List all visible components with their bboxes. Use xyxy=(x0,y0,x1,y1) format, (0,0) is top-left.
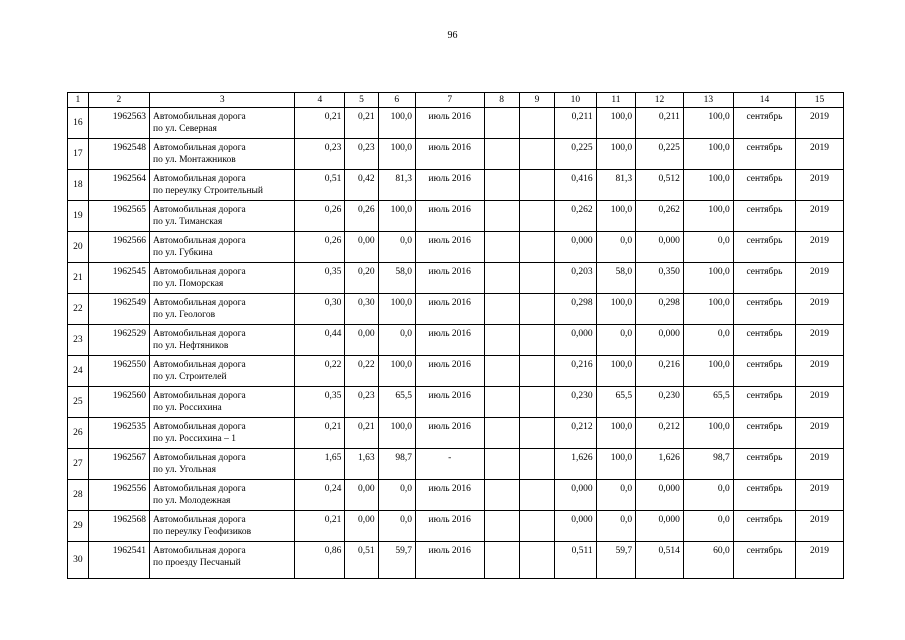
col-9-value xyxy=(519,108,554,139)
col-6-value: 98,7 xyxy=(378,449,415,480)
road-code: 1962565 xyxy=(88,201,149,232)
road-name-line-1: Автомобильная дорога xyxy=(153,174,246,184)
col-5-value: 0,23 xyxy=(345,139,378,170)
col-10-value: 0,230 xyxy=(555,387,597,418)
col-14-month: сентябрь xyxy=(733,387,795,418)
col-6-value: 100,0 xyxy=(378,201,415,232)
road-name-line-2: по ул. Губкина xyxy=(153,248,213,258)
col-13-value: 100,0 xyxy=(683,294,733,325)
col-8-value xyxy=(484,263,519,294)
col-15-year: 2019 xyxy=(796,480,844,511)
col-12-value: 0,230 xyxy=(636,387,684,418)
col-8-value xyxy=(484,108,519,139)
col-13-value: 100,0 xyxy=(683,170,733,201)
col-8-value xyxy=(484,387,519,418)
road-name xyxy=(150,325,295,356)
col-10-value: 0,416 xyxy=(555,170,597,201)
road-name-line-1: Автомобильная дорога xyxy=(153,298,246,308)
road-name-line-2: по ул. Угольная xyxy=(153,465,216,475)
col-11-value: 65,5 xyxy=(596,387,635,418)
col-13-value: 98,7 xyxy=(683,449,733,480)
road-name-line-2: по ул. Геологов xyxy=(153,310,216,320)
col-11-value: 58,0 xyxy=(596,263,635,294)
col-4-value: 0,26 xyxy=(295,201,345,232)
col-10-value: 0,212 xyxy=(555,418,597,449)
col-5-value: 0,00 xyxy=(345,511,378,542)
col-11-value: 59,7 xyxy=(596,542,635,579)
column-header-11: 11 xyxy=(596,93,635,108)
table-row xyxy=(68,232,844,263)
column-header-1: 1 xyxy=(68,93,89,108)
col-12-value: 0,000 xyxy=(636,511,684,542)
col-15-year: 2019 xyxy=(796,387,844,418)
column-header-6: 6 xyxy=(378,93,415,108)
col-11-value: 81,3 xyxy=(596,170,635,201)
row-number: 17 xyxy=(68,139,89,170)
col-5-value: 0,00 xyxy=(345,480,378,511)
col-15-year: 2019 xyxy=(796,542,844,579)
col-11-value: 0,0 xyxy=(596,232,635,263)
col-15-year: 2019 xyxy=(796,325,844,356)
row-number: 21 xyxy=(68,263,89,294)
col-5-value: 0,00 xyxy=(345,325,378,356)
col-7-date: июль 2016 xyxy=(415,201,484,232)
road-name-line-2: по ул. Тиманская xyxy=(153,217,223,227)
column-header-13: 13 xyxy=(683,93,733,108)
table-row xyxy=(68,108,844,139)
col-10-value: 0,262 xyxy=(555,201,597,232)
col-6-value: 0,0 xyxy=(378,511,415,542)
road-name xyxy=(150,263,295,294)
col-15-year: 2019 xyxy=(796,511,844,542)
road-code: 1962549 xyxy=(88,294,149,325)
col-12-value: 0,262 xyxy=(636,201,684,232)
col-9-value xyxy=(519,201,554,232)
road-code: 1962568 xyxy=(88,511,149,542)
col-6-value: 65,5 xyxy=(378,387,415,418)
row-number: 29 xyxy=(68,511,89,542)
col-8-value xyxy=(484,139,519,170)
col-10-value: 0,216 xyxy=(555,356,597,387)
col-14-month: сентябрь xyxy=(733,480,795,511)
col-14-month: сентябрь xyxy=(733,201,795,232)
col-14-month: сентябрь xyxy=(733,511,795,542)
col-10-value: 0,511 xyxy=(555,542,597,579)
col-5-value: 0,30 xyxy=(345,294,378,325)
col-5-value: 0,00 xyxy=(345,232,378,263)
road-name-line-1: Автомобильная дорога xyxy=(153,360,246,370)
col-13-value: 100,0 xyxy=(683,108,733,139)
table-row xyxy=(68,356,844,387)
col-6-value: 0,0 xyxy=(378,480,415,511)
road-name xyxy=(150,170,295,201)
page-number: 96 xyxy=(447,30,458,41)
table-row xyxy=(68,480,844,511)
col-9-value xyxy=(519,418,554,449)
col-11-value: 100,0 xyxy=(596,139,635,170)
col-14-month: сентябрь xyxy=(733,294,795,325)
col-8-value xyxy=(484,325,519,356)
road-code: 1962545 xyxy=(88,263,149,294)
col-13-value: 65,5 xyxy=(683,387,733,418)
col-6-value: 100,0 xyxy=(378,356,415,387)
column-header-7: 7 xyxy=(415,93,484,108)
table-row xyxy=(68,387,844,418)
col-13-value: 100,0 xyxy=(683,139,733,170)
road-name-line-2: по ул. Поморская xyxy=(153,279,224,289)
col-6-value: 58,0 xyxy=(378,263,415,294)
col-4-value: 0,24 xyxy=(295,480,345,511)
col-7-date: июль 2016 xyxy=(415,325,484,356)
col-6-value: 100,0 xyxy=(378,139,415,170)
col-5-value: 0,26 xyxy=(345,201,378,232)
road-name-line-1: Автомобильная дорога xyxy=(153,453,246,463)
col-7-date: июль 2016 xyxy=(415,232,484,263)
road-code: 1962529 xyxy=(88,325,149,356)
col-7-date: июль 2016 xyxy=(415,480,484,511)
road-name xyxy=(150,542,295,579)
col-4-value: 0,21 xyxy=(295,418,345,449)
col-8-value xyxy=(484,232,519,263)
column-header-5: 5 xyxy=(345,93,378,108)
col-7-date: июль 2016 xyxy=(415,387,484,418)
table-row xyxy=(68,449,844,480)
row-number: 30 xyxy=(68,542,89,579)
column-header-15: 15 xyxy=(796,93,844,108)
col-15-year: 2019 xyxy=(796,356,844,387)
col-14-month: сентябрь xyxy=(733,356,795,387)
col-7-date: июль 2016 xyxy=(415,418,484,449)
col-9-value xyxy=(519,511,554,542)
column-header-4: 4 xyxy=(295,93,345,108)
col-11-value: 100,0 xyxy=(596,449,635,480)
road-name-line-1: Автомобильная дорога xyxy=(153,391,246,401)
road-name-line-1: Автомобильная дорога xyxy=(153,515,246,525)
row-number: 22 xyxy=(68,294,89,325)
col-5-value: 0,21 xyxy=(345,418,378,449)
col-4-value: 0,51 xyxy=(295,170,345,201)
col-6-value: 0,0 xyxy=(378,232,415,263)
col-8-value xyxy=(484,356,519,387)
column-header-8: 8 xyxy=(484,93,519,108)
col-15-year: 2019 xyxy=(796,232,844,263)
col-8-value xyxy=(484,542,519,579)
col-9-value xyxy=(519,139,554,170)
col-9-value xyxy=(519,232,554,263)
road-code: 1962560 xyxy=(88,387,149,418)
col-12-value: 0,216 xyxy=(636,356,684,387)
col-6-value: 100,0 xyxy=(378,108,415,139)
road-name xyxy=(150,232,295,263)
road-code: 1962550 xyxy=(88,356,149,387)
col-15-year: 2019 xyxy=(796,108,844,139)
col-12-value: 0,512 xyxy=(636,170,684,201)
col-7-date: июль 2016 xyxy=(415,263,484,294)
road-name-line-2: по ул. Россихина – 1 xyxy=(153,434,237,444)
col-7-date: июль 2016 xyxy=(415,542,484,579)
col-11-value: 0,0 xyxy=(596,511,635,542)
col-12-value: 0,225 xyxy=(636,139,684,170)
col-7-date: июль 2016 xyxy=(415,170,484,201)
col-15-year: 2019 xyxy=(796,170,844,201)
col-12-value: 0,000 xyxy=(636,325,684,356)
road-name-line-2: по переулку Геофизиков xyxy=(153,527,252,537)
col-14-month: сентябрь xyxy=(733,232,795,263)
road-name-line-1: Автомобильная дорога xyxy=(153,329,246,339)
table-row xyxy=(68,294,844,325)
col-4-value: 0,35 xyxy=(295,387,345,418)
row-number: 26 xyxy=(68,418,89,449)
col-12-value: 0,000 xyxy=(636,232,684,263)
col-4-value: 0,23 xyxy=(295,139,345,170)
col-4-value: 1,65 xyxy=(295,449,345,480)
road-name xyxy=(150,108,295,139)
col-13-value: 60,0 xyxy=(683,542,733,579)
col-10-value: 0,000 xyxy=(555,480,597,511)
col-9-value xyxy=(519,263,554,294)
row-number: 28 xyxy=(68,480,89,511)
col-9-value xyxy=(519,387,554,418)
col-4-value: 0,86 xyxy=(295,542,345,579)
col-14-month: сентябрь xyxy=(733,418,795,449)
col-11-value: 100,0 xyxy=(596,356,635,387)
col-8-value xyxy=(484,511,519,542)
road-name xyxy=(150,139,295,170)
col-13-value: 0,0 xyxy=(683,480,733,511)
column-header-12: 12 xyxy=(636,93,684,108)
col-4-value: 0,26 xyxy=(295,232,345,263)
col-5-value: 1,63 xyxy=(345,449,378,480)
col-4-value: 0,21 xyxy=(295,511,345,542)
road-name-line-2: по ул. Нефтяников xyxy=(153,341,229,351)
col-4-value: 0,22 xyxy=(295,356,345,387)
road-name xyxy=(150,387,295,418)
col-11-value: 0,0 xyxy=(596,325,635,356)
col-8-value xyxy=(484,480,519,511)
road-name xyxy=(150,294,295,325)
col-5-value: 0,21 xyxy=(345,108,378,139)
road-name-line-1: Автомобильная дорога xyxy=(153,546,246,556)
road-name-line-1: Автомобильная дорога xyxy=(153,422,246,432)
column-header-9: 9 xyxy=(519,93,554,108)
col-9-value xyxy=(519,294,554,325)
col-8-value xyxy=(484,201,519,232)
road-name-line-1: Автомобильная дорога xyxy=(153,112,246,122)
col-10-value: 0,000 xyxy=(555,232,597,263)
col-14-month: сентябрь xyxy=(733,542,795,579)
road-code: 1962548 xyxy=(88,139,149,170)
col-6-value: 100,0 xyxy=(378,418,415,449)
col-8-value xyxy=(484,418,519,449)
col-10-value: 0,298 xyxy=(555,294,597,325)
col-12-value: 0,514 xyxy=(636,542,684,579)
col-11-value: 100,0 xyxy=(596,201,635,232)
table-row xyxy=(68,170,844,201)
col-12-value: 0,298 xyxy=(636,294,684,325)
col-11-value: 100,0 xyxy=(596,294,635,325)
col-5-value: 0,51 xyxy=(345,542,378,579)
col-8-value xyxy=(484,294,519,325)
col-5-value: 0,23 xyxy=(345,387,378,418)
col-5-value: 0,42 xyxy=(345,170,378,201)
road-code: 1962566 xyxy=(88,232,149,263)
table-row xyxy=(68,201,844,232)
col-7-date: июль 2016 xyxy=(415,294,484,325)
road-name xyxy=(150,201,295,232)
col-4-value: 0,44 xyxy=(295,325,345,356)
col-10-value: 0,211 xyxy=(555,108,597,139)
table-row xyxy=(68,325,844,356)
row-number: 16 xyxy=(68,108,89,139)
col-12-value: 0,350 xyxy=(636,263,684,294)
row-number: 23 xyxy=(68,325,89,356)
col-13-value: 100,0 xyxy=(683,263,733,294)
column-header-14: 14 xyxy=(733,93,795,108)
col-13-value: 0,0 xyxy=(683,325,733,356)
col-9-value xyxy=(519,325,554,356)
road-code: 1962567 xyxy=(88,449,149,480)
col-6-value: 100,0 xyxy=(378,294,415,325)
row-number: 19 xyxy=(68,201,89,232)
col-7-date: - xyxy=(415,449,484,480)
col-7-date: июль 2016 xyxy=(415,139,484,170)
col-12-value: 0,211 xyxy=(636,108,684,139)
col-14-month: сентябрь xyxy=(733,449,795,480)
road-name-line-2: по ул. Россихина xyxy=(153,403,222,413)
road-name xyxy=(150,480,295,511)
col-4-value: 0,35 xyxy=(295,263,345,294)
row-number: 25 xyxy=(68,387,89,418)
road-name xyxy=(150,449,295,480)
col-9-value xyxy=(519,480,554,511)
col-14-month: сентябрь xyxy=(733,325,795,356)
road-name-line-1: Автомобильная дорога xyxy=(153,143,246,153)
row-number: 27 xyxy=(68,449,89,480)
column-header-10: 10 xyxy=(555,93,597,108)
column-header-3: 3 xyxy=(150,93,295,108)
col-9-value xyxy=(519,356,554,387)
col-13-value: 100,0 xyxy=(683,201,733,232)
col-10-value: 0,000 xyxy=(555,325,597,356)
col-12-value: 0,000 xyxy=(636,480,684,511)
col-9-value xyxy=(519,449,554,480)
road-name-line-2: по ул. Молодежная xyxy=(153,496,231,506)
col-8-value xyxy=(484,170,519,201)
col-10-value: 1,626 xyxy=(555,449,597,480)
road-name-line-2: по переулку Строительный xyxy=(153,186,264,196)
col-13-value: 100,0 xyxy=(683,418,733,449)
road-name-line-1: Автомобильная дорога xyxy=(153,267,246,277)
col-13-value: 0,0 xyxy=(683,232,733,263)
col-11-value: 100,0 xyxy=(596,108,635,139)
road-name xyxy=(150,356,295,387)
col-13-value: 100,0 xyxy=(683,356,733,387)
col-6-value: 81,3 xyxy=(378,170,415,201)
row-number: 20 xyxy=(68,232,89,263)
road-code: 1962564 xyxy=(88,170,149,201)
col-14-month: сентябрь xyxy=(733,139,795,170)
col-15-year: 2019 xyxy=(796,449,844,480)
col-15-year: 2019 xyxy=(796,263,844,294)
col-10-value: 0,203 xyxy=(555,263,597,294)
table-row xyxy=(68,139,844,170)
col-14-month: сентябрь xyxy=(733,170,795,201)
road-register-table xyxy=(67,92,844,579)
road-name-line-1: Автомобильная дорога xyxy=(153,484,246,494)
col-9-value xyxy=(519,170,554,201)
column-number-row xyxy=(68,93,844,108)
col-8-value xyxy=(484,449,519,480)
road-name-line-2: по ул. Монтажников xyxy=(153,155,236,165)
road-name-line-1: Автомобильная дорога xyxy=(153,236,246,246)
col-14-month: сентябрь xyxy=(733,263,795,294)
col-10-value: 0,225 xyxy=(555,139,597,170)
road-name-line-1: Автомобильная дорога xyxy=(153,205,246,215)
col-15-year: 2019 xyxy=(796,201,844,232)
col-11-value: 0,0 xyxy=(596,480,635,511)
col-7-date: июль 2016 xyxy=(415,356,484,387)
col-4-value: 0,30 xyxy=(295,294,345,325)
table-row xyxy=(68,542,844,579)
col-4-value: 0,21 xyxy=(295,108,345,139)
road-code: 1962556 xyxy=(88,480,149,511)
table-row xyxy=(68,418,844,449)
col-12-value: 0,212 xyxy=(636,418,684,449)
column-header-2: 2 xyxy=(88,93,149,108)
road-code: 1962535 xyxy=(88,418,149,449)
road-name xyxy=(150,418,295,449)
road-name xyxy=(150,511,295,542)
road-name-line-2: по ул. Северная xyxy=(153,124,217,134)
col-13-value: 0,0 xyxy=(683,511,733,542)
road-name-line-2: по ул. Строителей xyxy=(153,372,227,382)
col-6-value: 0,0 xyxy=(378,325,415,356)
col-7-date: июль 2016 xyxy=(415,108,484,139)
col-11-value: 100,0 xyxy=(596,418,635,449)
col-6-value: 59,7 xyxy=(378,542,415,579)
row-number: 18 xyxy=(68,170,89,201)
col-9-value xyxy=(519,542,554,579)
col-10-value: 0,000 xyxy=(555,511,597,542)
col-15-year: 2019 xyxy=(796,294,844,325)
col-7-date: июль 2016 xyxy=(415,511,484,542)
col-12-value: 1,626 xyxy=(636,449,684,480)
row-number: 24 xyxy=(68,356,89,387)
col-5-value: 0,20 xyxy=(345,263,378,294)
col-5-value: 0,22 xyxy=(345,356,378,387)
col-15-year: 2019 xyxy=(796,139,844,170)
road-code: 1962563 xyxy=(88,108,149,139)
col-15-year: 2019 xyxy=(796,418,844,449)
road-name-line-2: по проезду Песчаный xyxy=(153,558,241,568)
road-code: 1962541 xyxy=(88,542,149,579)
table-row xyxy=(68,511,844,542)
table-row xyxy=(68,263,844,294)
col-14-month: сентябрь xyxy=(733,108,795,139)
